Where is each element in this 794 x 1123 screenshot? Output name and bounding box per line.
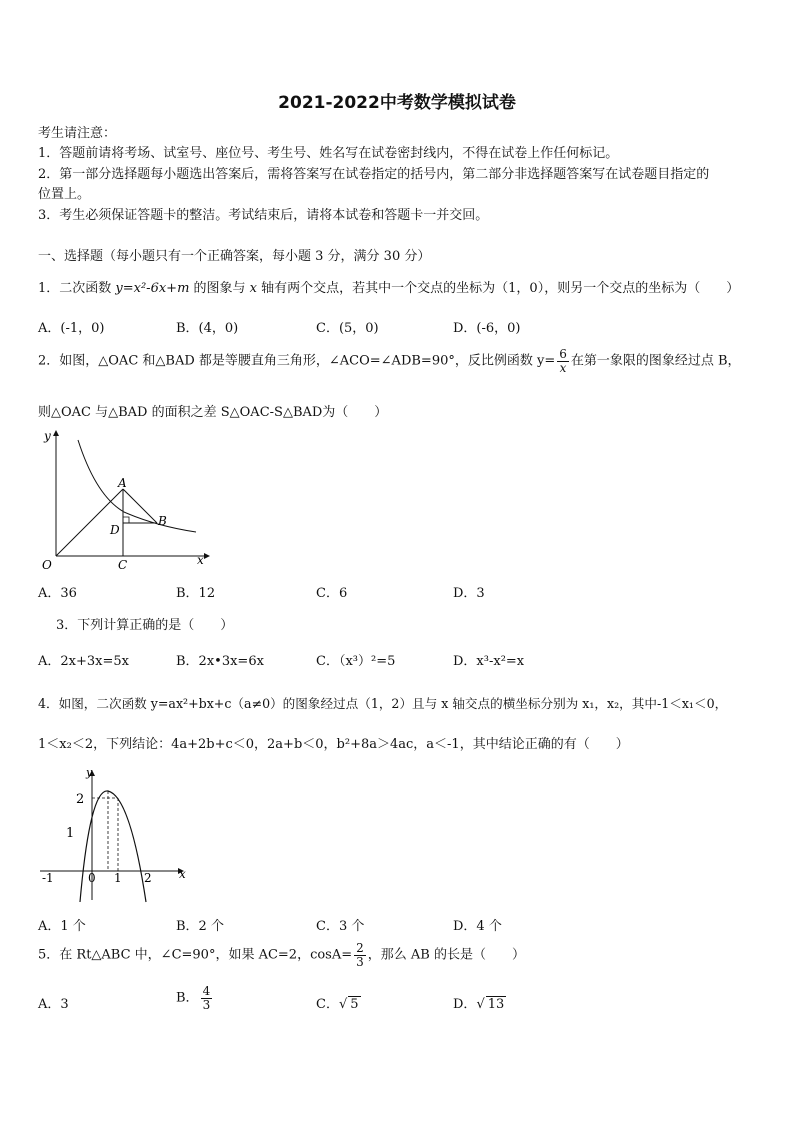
q5-option-c-radicand: 5 — [350, 997, 359, 1012]
q2-text-b: 在第一象限的图象经过点 B， — [570, 353, 741, 369]
q5-option-a[interactable]: A．3 — [38, 997, 69, 1012]
section-heading: 一、选择题（每小题只有一个正确答案，每小题 3 分，满分 30 分） — [38, 249, 431, 264]
q2-figure — [36, 426, 216, 574]
q2-label-d: D — [110, 523, 120, 537]
notice-line-2: 2．第一部分选择题每小题选出答案后，需将答案写在试卷指定的括号内，第二部分非选择题答案写在试卷题目指定的 — [38, 167, 710, 182]
q5-option-b-num: 4 — [202, 984, 211, 998]
q1-xvar: x — [249, 281, 258, 296]
q5-option-d-radicand: 13 — [487, 997, 505, 1012]
q4-tick-xm1: -1 — [42, 871, 54, 885]
q4-tick-x2: 2 — [144, 871, 152, 885]
q2-label-b: B — [158, 514, 167, 528]
q5-option-d-label: D． — [453, 997, 477, 1012]
q3-option-a[interactable]: A．2x+3x=5x — [38, 654, 129, 669]
q5-frac-num: 2 — [356, 941, 364, 955]
question-4-line-1: 4．如图，二次函数 y=ax²+bx+c（a≠0）的图象经过点（1，2）且与 x 轴交点的横坐标分别为 x₁，x₂，其中-1＜x₁＜0， — [38, 696, 728, 711]
q2-frac-num: 6 — [559, 347, 567, 361]
q1-text-c: 轴有两个交点，若其中一个交点的坐标为（1，0），则另一个交点的坐标为（ ） — [257, 281, 740, 296]
q5-option-b-fraction — [201, 985, 213, 1011]
q2-y-arrow-icon — [53, 430, 59, 436]
notice-line-3: 位置上。 — [38, 187, 91, 202]
q4-label-x: x — [179, 867, 186, 881]
q4-tick-y1: 1 — [66, 826, 75, 841]
q5-text-a: 5．在 Rt△ABC 中，∠C=90°，如果 AC=2，cosA= — [38, 947, 353, 963]
notice-line-4: 3．考生必须保证答题卡的整洁。考试结束后，请将本试卷和答题卡一并交回。 — [38, 208, 489, 223]
q1-text-b: 的图象与 — [189, 281, 250, 296]
q2-text-a: 2．如图，△OAC 和△BAD 都是等腰直角三角形，∠ACO=∠ADB=90°，反比例函数 y= — [38, 353, 556, 369]
q2-hyperbola — [78, 440, 196, 532]
q5-text-b: ，那么 AB 的长是（ ） — [367, 947, 525, 963]
q3-option-d[interactable]: D．x³-x²=x — [453, 654, 525, 669]
question-5 — [38, 942, 525, 968]
notice-heading: 考生请注意： — [38, 126, 117, 141]
notice-line-1: 1．答题前请将考场、试室号、座位号、考生号、姓名写在试卷密封线内，不得在试卷上作任何标记。 — [38, 146, 619, 161]
question-1 — [38, 277, 739, 296]
sqrt-icon: √ — [476, 997, 485, 1012]
q4-label-y: y — [86, 766, 93, 779]
q2-option-d[interactable]: D．3 — [453, 586, 485, 601]
q2-fraction — [557, 348, 569, 374]
q5-option-b-den: 3 — [202, 997, 211, 1012]
q4-option-b[interactable]: B．2 个 — [176, 919, 224, 934]
question-2-line-2: 则△OAC 与△BAD 的面积之差 S△OAC-S△BAD为（ ） — [38, 405, 388, 420]
q3-option-b[interactable]: B．2x•3x=6x — [176, 654, 264, 669]
q4-figure — [34, 764, 194, 904]
q2-option-c[interactable]: C．6 — [316, 586, 348, 601]
q1-option-a[interactable]: A．(-1，0) — [38, 321, 105, 336]
q1-text-a: 1．二次函数 — [38, 281, 116, 296]
q4-tick-x1: 1 — [114, 871, 122, 885]
q1-option-c[interactable]: C．(5，0) — [316, 321, 379, 336]
q4-option-a[interactable]: A．1 个 — [38, 919, 86, 934]
q5-fraction — [354, 942, 366, 968]
q5-option-b[interactable] — [176, 985, 214, 1011]
q1-option-d[interactable]: D．(-6，0) — [453, 321, 521, 336]
page-title: 2021-2022中考数学模拟试卷 — [278, 93, 516, 113]
q2-label-y: y — [44, 429, 51, 443]
q5-frac-den: 3 — [356, 954, 364, 969]
q5-option-d[interactable] — [453, 993, 506, 1012]
q4-tick-x0: 0 — [88, 871, 96, 885]
question-2-line-1 — [38, 348, 741, 374]
q2-x-arrow-icon — [204, 553, 210, 559]
question-4-line-2: 1＜x₂＜2，下列结论：4a+2b+c＜0，2a+b＜0，b²+8a＞4ac，a＜-1，其中结论正确的有（ ） — [38, 737, 629, 752]
q2-option-a[interactable]: A．36 — [38, 586, 77, 601]
q3-option-c[interactable]: C．（x³）²=5 — [316, 654, 396, 669]
q5-option-c[interactable] — [316, 993, 361, 1012]
q1-option-b[interactable]: B．(4，0) — [176, 321, 239, 336]
sqrt-icon: √ — [338, 997, 348, 1012]
question-3: 3．下列计算正确的是（ ） — [56, 618, 234, 633]
q5-option-c-label: C． — [316, 997, 339, 1012]
q2-frac-den: x — [559, 360, 567, 375]
q2-option-b[interactable]: B．12 — [176, 586, 216, 601]
q2-label-c: C — [118, 558, 128, 572]
q2-label-o: O — [42, 558, 52, 572]
q2-right-angle-mark — [123, 517, 129, 523]
q4-option-d[interactable]: D．4 个 — [453, 919, 502, 934]
q4-tick-y2: 2 — [76, 792, 85, 807]
q1-function: y=x²-6x+m — [115, 281, 190, 296]
q4-option-c[interactable]: C．3 个 — [316, 919, 365, 934]
q4-parabola — [80, 791, 146, 902]
q5-option-b-label: B． — [176, 990, 199, 1006]
q2-label-x: x — [197, 553, 204, 567]
q2-label-a: A — [118, 476, 127, 490]
